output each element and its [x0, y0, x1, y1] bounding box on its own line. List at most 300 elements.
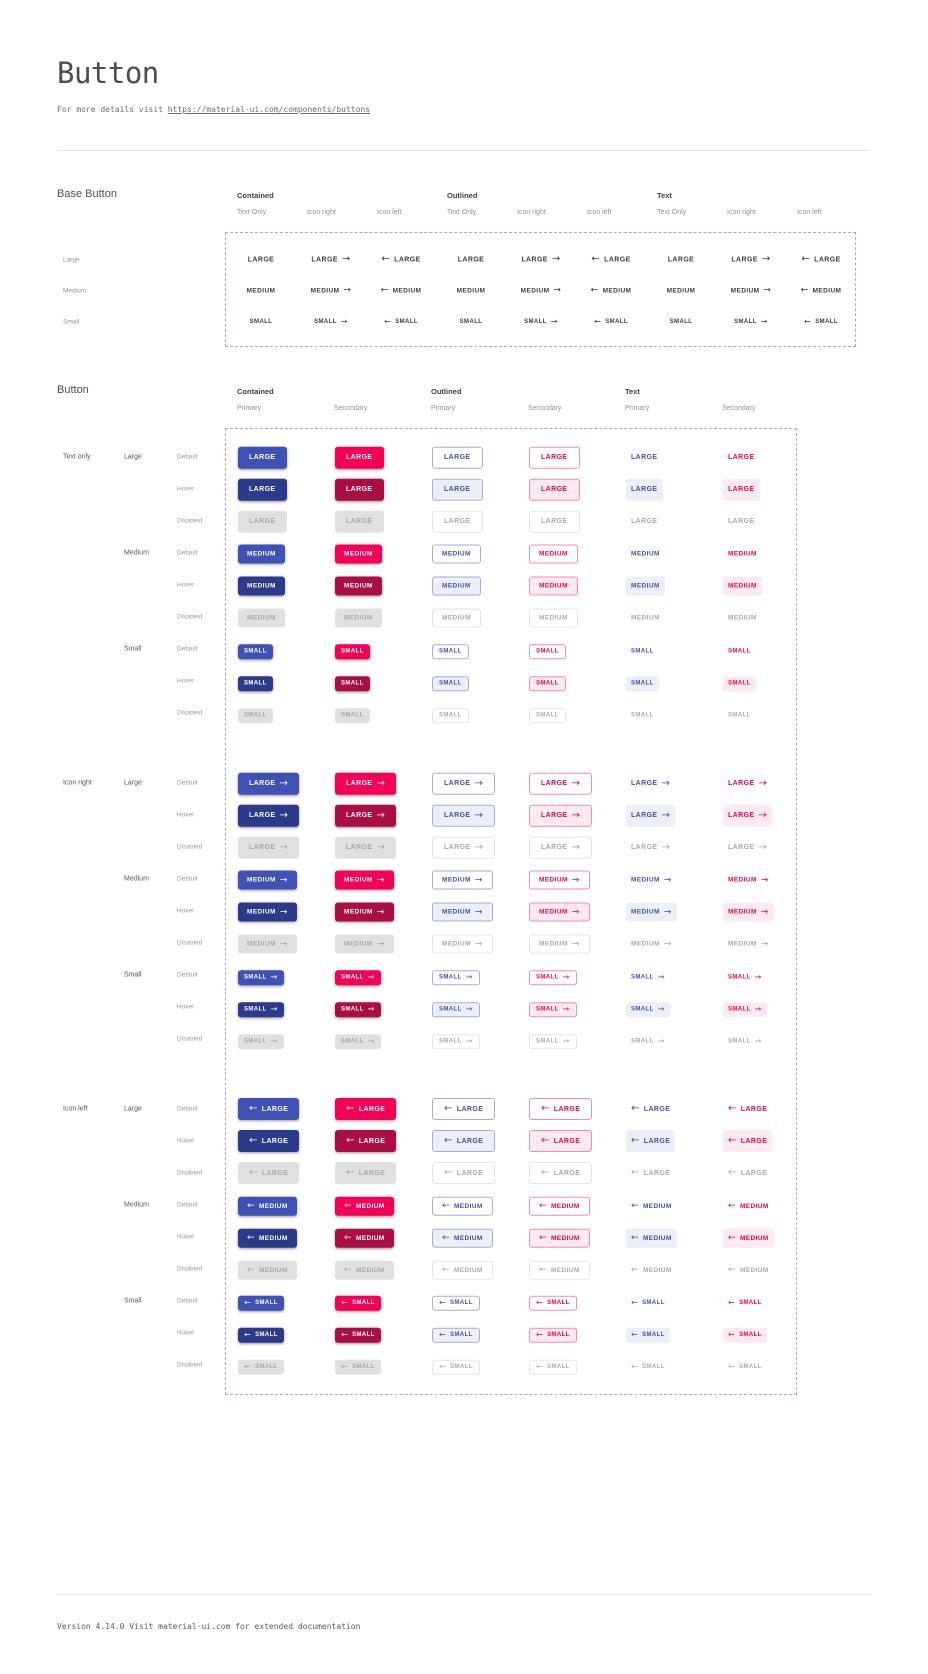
button-row-none-large-disabled [177, 505, 796, 537]
base-button-medium-icon-left[interactable]: ← MEDIUM [590, 285, 632, 296]
button-label: MEDIUM [631, 614, 660, 622]
outlined-primary-large-hover-button[interactable]: LARGE → [432, 804, 495, 826]
button-label: LARGE [444, 811, 471, 819]
text-secondary-medium-default-button[interactable]: ← MEDIUM [723, 1196, 774, 1215]
contained-primary-small-disabled-button[interactable] [238, 708, 273, 723]
button-cell [238, 1259, 297, 1280]
button-label: SMALL [631, 712, 654, 719]
outlined-secondary-small-default-button[interactable] [529, 644, 566, 659]
outlined-secondary-medium-disabled-button[interactable]: MEDIUM → [529, 935, 590, 954]
button-cell [432, 965, 480, 985]
contained-primary-medium-disabled-button[interactable]: ← MEDIUM [238, 1260, 297, 1279]
outlined-primary-large-default-button[interactable] [432, 446, 483, 468]
text-primary-small-hover-button[interactable]: ← SMALL [626, 1327, 670, 1342]
outlined-secondary-small-hover-button[interactable] [529, 676, 566, 691]
contained-secondary-large-disabled-button[interactable]: LARGE → [335, 836, 396, 858]
outlined-primary-large-disabled-button[interactable]: LARGE → [432, 836, 495, 858]
outlined-secondary-large-hover-button[interactable]: ← LARGE [529, 1130, 592, 1152]
state-label: Disabled [177, 1035, 203, 1043]
text-primary-large-hover-button[interactable] [626, 478, 663, 500]
text-primary-large-default-button[interactable]: ← LARGE [626, 1098, 675, 1120]
button-cell [529, 639, 566, 659]
button-cell [626, 1356, 670, 1375]
text-primary-medium-hover-button[interactable]: ← MEDIUM [626, 1228, 677, 1247]
button-label: LARGE [444, 485, 471, 493]
button-label: SMALL [631, 648, 654, 655]
text-primary-small-disabled-button[interactable]: SMALL → [626, 1034, 670, 1049]
base-button-small-icon-right[interactable]: SMALL → [524, 316, 558, 326]
text-primary-small-disabled-button[interactable] [626, 708, 659, 723]
contained-primary-small-hover-button[interactable]: SMALL → [238, 1002, 284, 1017]
button-row-right-medium-disabled [177, 927, 796, 959]
outlined-primary-small-default-button[interactable]: ← SMALL [432, 1295, 480, 1310]
button-label: LARGE [444, 779, 471, 787]
button-cell [626, 933, 677, 954]
base-button-cell [226, 319, 296, 325]
base-button-small-text-only[interactable] [670, 319, 693, 325]
text-primary-large-default-button[interactable] [626, 446, 663, 468]
text-secondary-small-hover-button[interactable]: SMALL → [723, 1002, 767, 1017]
contained-secondary-medium-disabled-button[interactable]: ← MEDIUM [335, 1260, 394, 1279]
contained-secondary-medium-disabled-button[interactable] [335, 609, 382, 628]
outlined-secondary-large-default-button[interactable]: ← LARGE [529, 1098, 592, 1120]
text-secondary-medium-default-button[interactable] [723, 545, 762, 564]
contained-secondary-medium-hover-button[interactable]: MEDIUM → [335, 903, 394, 922]
outlined-primary-medium-hover-button[interactable] [432, 577, 481, 596]
button-cell [626, 1098, 675, 1120]
text-primary-medium-disabled-button[interactable]: ← MEDIUM [626, 1260, 677, 1279]
text-secondary-medium-disabled-button[interactable]: ← MEDIUM [723, 1260, 774, 1279]
base-button-small-icon-right[interactable]: SMALL → [314, 316, 348, 326]
base-button-subheader [0, 200, 928, 220]
button-row-right-medium-hover [177, 895, 796, 927]
contained-primary-small-hover-button[interactable]: ← SMALL [238, 1327, 284, 1342]
button-cell [238, 772, 299, 795]
contained-primary-medium-hover-button[interactable] [238, 577, 285, 596]
outlined-primary-large-hover-button[interactable]: ← LARGE [432, 1130, 495, 1152]
button-label: SMALL [739, 1299, 762, 1306]
text-secondary-large-default-button[interactable]: ← LARGE [723, 1098, 772, 1120]
button-label: LARGE [643, 1137, 671, 1145]
outlined-primary-small-hover-button[interactable]: ← SMALL [432, 1327, 480, 1342]
base-size-label: Small [63, 318, 80, 325]
button-row-right-small-disabled [177, 1023, 796, 1055]
outlined-secondary-medium-hover-button[interactable] [529, 577, 578, 596]
base-button-cell [366, 287, 436, 294]
contained-secondary-large-default-button[interactable]: LARGE → [335, 772, 396, 794]
button-label: MEDIUM [344, 614, 373, 622]
button-label: SMALL [395, 318, 418, 325]
outlined-secondary-small-default-button[interactable]: SMALL → [529, 970, 577, 985]
contained-secondary-medium-default-button[interactable] [335, 545, 382, 564]
outlined-primary-small-disabled-button[interactable]: SMALL → [432, 1034, 480, 1049]
button-cell [723, 1227, 774, 1248]
contained-secondary-small-default-button[interactable]: SMALL → [335, 970, 381, 985]
outlined-secondary-medium-default-button[interactable] [529, 545, 578, 564]
button-frame [63, 428, 797, 1395]
outlined-primary-small-hover-button[interactable] [432, 676, 469, 691]
contained-secondary-medium-hover-button[interactable]: ← MEDIUM [335, 1228, 394, 1247]
base-button-medium-icon-right[interactable]: MEDIUM → [730, 285, 772, 296]
button-cell [238, 671, 273, 691]
contained-primary-medium-hover-button[interactable]: ← MEDIUM [238, 1228, 297, 1247]
button-cell [335, 446, 384, 469]
outlined-secondary-medium-default-button[interactable]: MEDIUM → [529, 871, 590, 890]
button-label: LARGE [740, 1105, 768, 1113]
outlined-secondary-large-default-button[interactable]: LARGE → [529, 772, 592, 794]
button-label: SMALL [341, 680, 364, 687]
base-button-small-icon-left[interactable]: ← SMALL [594, 316, 628, 326]
button-column-label: Primary [431, 405, 456, 412]
text-primary-medium-disabled-button[interactable] [626, 609, 665, 628]
text-secondary-large-disabled-button[interactable]: ← LARGE [723, 1162, 772, 1184]
button-cell [529, 772, 592, 795]
button-label: SMALL [547, 1331, 570, 1338]
contained-secondary-medium-disabled-button[interactable]: MEDIUM → [335, 935, 394, 954]
text-secondary-small-hover-button[interactable] [723, 676, 756, 691]
button-label: MEDIUM [344, 582, 373, 590]
button-cell [432, 1098, 495, 1120]
button-row-none-small-hover [177, 665, 796, 697]
contained-primary-large-hover-button[interactable]: LARGE → [238, 804, 299, 826]
contained-secondary-medium-hover-button[interactable] [335, 577, 382, 596]
base-button-medium-text-only[interactable] [457, 287, 486, 294]
contained-primary-small-default-button[interactable]: SMALL → [238, 970, 284, 985]
outlined-secondary-large-default-button[interactable] [529, 446, 580, 468]
contained-primary-large-default-button[interactable] [238, 446, 287, 468]
button-cell [238, 607, 285, 628]
text-secondary-medium-default-button[interactable]: MEDIUM → [723, 871, 774, 890]
base-button-cell [576, 287, 646, 294]
base-button-large-text-only[interactable] [248, 256, 275, 263]
button-row-left-medium-default [124, 1189, 796, 1221]
contained-primary-large-disabled-button[interactable]: LARGE → [238, 836, 299, 858]
button-cell [626, 869, 677, 890]
button-label: SMALL [255, 1363, 278, 1370]
contained-secondary-large-default-button[interactable] [335, 446, 384, 468]
contained-secondary-small-default-button[interactable]: ← SMALL [335, 1295, 381, 1310]
text-primary-medium-default-button[interactable] [626, 545, 665, 564]
text-primary-small-hover-button[interactable] [626, 676, 659, 691]
base-button-medium-text-only[interactable] [667, 287, 696, 294]
button-subheader [0, 396, 928, 416]
base-button-cell [436, 287, 506, 294]
base-button-small-icon-left[interactable]: ← SMALL [384, 316, 418, 326]
base-button-medium-icon-left[interactable]: ← MEDIUM [380, 285, 422, 296]
button-label: MEDIUM [728, 940, 757, 948]
button-row-right-small-default [124, 959, 796, 991]
outlined-secondary-small-disabled-button[interactable]: SMALL → [529, 1034, 577, 1049]
button-label: MEDIUM [631, 582, 660, 590]
button-cell [335, 607, 382, 628]
base-button-medium-text-only[interactable] [247, 287, 276, 294]
text-primary-medium-hover-button[interactable]: MEDIUM → [626, 903, 677, 922]
outlined-secondary-small-hover-button[interactable]: ← SMALL [529, 1327, 577, 1342]
contained-secondary-small-hover-button[interactable]: SMALL → [335, 1002, 381, 1017]
button-label: MEDIUM [739, 1266, 769, 1274]
outlined-secondary-medium-disabled-button[interactable] [529, 609, 578, 628]
base-button-medium-icon-right[interactable]: MEDIUM → [310, 285, 352, 296]
text-secondary-large-hover-button[interactable] [723, 478, 760, 500]
base-button-header [0, 184, 928, 200]
button-label: LARGE [358, 1105, 386, 1113]
button-label: LARGE [728, 811, 755, 819]
contained-secondary-medium-default-button[interactable]: ← MEDIUM [335, 1196, 394, 1215]
text-secondary-small-default-button[interactable]: ← SMALL [723, 1295, 767, 1310]
button-cell [238, 1356, 284, 1375]
base-button-cell [786, 287, 856, 294]
button-label: LARGE [311, 256, 338, 263]
button-label: SMALL [728, 648, 751, 655]
text-secondary-medium-disabled-button[interactable] [723, 609, 762, 628]
button-label: LARGE [604, 256, 631, 263]
outlined-primary-medium-default-button[interactable]: MEDIUM → [432, 871, 493, 890]
button-label: LARGE [346, 811, 373, 819]
outlined-secondary-large-disabled-button[interactable]: LARGE → [529, 836, 592, 858]
contained-secondary-large-disabled-button[interactable] [335, 510, 384, 532]
base-button-cell [576, 253, 646, 265]
text-secondary-small-default-button[interactable] [723, 644, 756, 659]
base-button-small-icon-right[interactable]: SMALL → [734, 316, 768, 326]
outlined-secondary-small-hover-button[interactable]: SMALL → [529, 1002, 577, 1017]
outlined-secondary-medium-disabled-button[interactable]: ← MEDIUM [529, 1260, 590, 1279]
button-label: LARGE [731, 256, 758, 263]
contained-primary-large-hover-button[interactable]: ← LARGE [238, 1130, 299, 1152]
base-button-large-text-only[interactable] [458, 256, 485, 263]
text-primary-small-disabled-button[interactable]: ← SMALL [626, 1359, 670, 1374]
text-primary-small-default-button[interactable]: ← SMALL [626, 1295, 670, 1310]
button-label: MEDIUM [520, 287, 550, 294]
text-primary-large-disabled-button[interactable]: ← LARGE [626, 1162, 675, 1184]
base-button-section [0, 184, 928, 347]
base-button-small-text-only[interactable] [460, 319, 483, 325]
base-button-cell [296, 253, 366, 265]
base-button-small-text-only[interactable] [250, 319, 273, 325]
base-button-large-icon-left[interactable]: ← LARGE [591, 253, 631, 265]
text-primary-medium-hover-button[interactable] [626, 577, 665, 596]
text-secondary-large-disabled-button[interactable]: LARGE → [723, 836, 772, 858]
text-secondary-medium-hover-button[interactable]: MEDIUM → [723, 903, 774, 922]
button-cell [238, 933, 297, 954]
outlined-secondary-small-default-button[interactable]: ← SMALL [529, 1295, 577, 1310]
size-label: Large [124, 779, 142, 787]
contained-secondary-large-hover-button[interactable]: LARGE → [335, 804, 396, 826]
contained-primary-large-default-button[interactable]: ← LARGE [238, 1098, 299, 1120]
contained-secondary-small-disabled-button[interactable]: SMALL → [335, 1034, 381, 1049]
text-secondary-small-default-button[interactable]: SMALL → [723, 970, 767, 985]
button-cell [238, 836, 299, 859]
text-primary-large-disabled-button[interactable]: LARGE → [626, 836, 675, 858]
text-primary-medium-default-button[interactable]: MEDIUM → [626, 871, 677, 890]
base-button-large-text-only[interactable] [668, 256, 695, 263]
text-primary-large-hover-button[interactable]: LARGE → [626, 804, 675, 826]
text-primary-large-hover-button[interactable]: ← LARGE [626, 1130, 675, 1152]
base-button-large-icon-right[interactable]: LARGE → [521, 253, 561, 265]
contained-primary-large-disabled-button[interactable] [238, 510, 287, 532]
base-button-medium-icon-left[interactable]: ← MEDIUM [800, 285, 842, 296]
button-label: SMALL [341, 1006, 364, 1013]
text-primary-medium-disabled-button[interactable]: MEDIUM → [626, 935, 677, 954]
contained-primary-medium-disabled-button[interactable]: MEDIUM → [238, 935, 297, 954]
contained-secondary-large-disabled-button[interactable]: ← LARGE [335, 1162, 396, 1184]
contained-primary-large-default-button[interactable]: LARGE → [238, 772, 299, 794]
base-button-large-icon-right[interactable]: LARGE → [731, 253, 771, 265]
outlined-secondary-large-disabled-button[interactable] [529, 510, 580, 532]
base-button-small-icon-left[interactable]: ← SMALL [804, 316, 838, 326]
outlined-primary-medium-hover-button[interactable]: ← MEDIUM [432, 1228, 493, 1247]
outlined-secondary-small-disabled-button[interactable] [529, 708, 566, 723]
outlined-primary-medium-disabled-button[interactable] [432, 609, 481, 628]
button-label: MEDIUM [642, 1202, 672, 1210]
contained-secondary-small-disabled-button[interactable]: ← SMALL [335, 1359, 381, 1374]
button-cell [432, 804, 495, 827]
button-cell [432, 607, 481, 628]
button-label: MEDIUM [456, 287, 486, 294]
outlined-secondary-small-disabled-button[interactable]: ← SMALL [529, 1359, 577, 1374]
outlined-primary-small-default-button[interactable]: SMALL → [432, 970, 480, 985]
contained-secondary-small-disabled-button[interactable] [335, 708, 370, 723]
base-column-label: Text Only [237, 209, 267, 216]
button-cell [335, 997, 381, 1017]
outlined-primary-small-disabled-button[interactable] [432, 708, 469, 723]
text-secondary-small-disabled-button[interactable] [723, 708, 756, 723]
outlined-primary-large-disabled-button[interactable] [432, 510, 483, 532]
outlined-primary-large-default-button[interactable]: ← LARGE [432, 1098, 495, 1120]
outlined-primary-large-disabled-button[interactable]: ← LARGE [432, 1162, 495, 1184]
top-divider [57, 150, 869, 151]
base-button-large-icon-right[interactable]: LARGE → [311, 253, 351, 265]
outlined-primary-small-hover-button[interactable]: SMALL → [432, 1002, 480, 1017]
contained-primary-small-disabled-button[interactable]: ← SMALL [238, 1359, 284, 1374]
contained-secondary-medium-default-button[interactable]: MEDIUM → [335, 871, 394, 890]
button-label: LARGE [346, 843, 373, 851]
text-primary-small-default-button[interactable]: SMALL → [626, 970, 670, 985]
button-label: LARGE [456, 1105, 484, 1113]
button-label: MEDIUM [442, 582, 471, 590]
button-cell [432, 703, 469, 723]
text-secondary-small-hover-button[interactable]: ← SMALL [723, 1327, 767, 1342]
button-cell [335, 639, 370, 659]
state-label: Disabled [177, 613, 203, 621]
button-label: SMALL [314, 318, 337, 325]
outlined-primary-medium-default-button[interactable]: ← MEDIUM [432, 1196, 493, 1215]
contained-primary-large-hover-button[interactable] [238, 478, 287, 500]
button-column-label: Secondary [528, 405, 562, 412]
button-label: LARGE [728, 779, 755, 787]
outlined-secondary-medium-hover-button[interactable]: MEDIUM → [529, 903, 590, 922]
contained-secondary-large-hover-button[interactable] [335, 478, 384, 500]
text-secondary-large-hover-button[interactable]: LARGE → [723, 804, 772, 826]
text-secondary-medium-hover-button[interactable] [723, 577, 762, 596]
contained-primary-small-hover-button[interactable] [238, 676, 273, 691]
button-label: LARGE [249, 811, 276, 819]
text-secondary-small-disabled-button[interactable]: ← SMALL [723, 1359, 767, 1374]
text-secondary-large-hover-button[interactable]: ← LARGE [723, 1130, 772, 1152]
contained-primary-medium-default-button[interactable]: MEDIUM → [238, 871, 297, 890]
text-secondary-medium-hover-button[interactable]: ← MEDIUM [723, 1228, 774, 1247]
button-label: SMALL [439, 974, 462, 981]
button-label: SMALL [536, 974, 559, 981]
text-primary-medium-default-button[interactable]: ← MEDIUM [626, 1196, 677, 1215]
base-group-label-contained: Contained [237, 191, 274, 200]
base-button-medium-icon-right[interactable]: MEDIUM → [520, 285, 562, 296]
button-cell [723, 1029, 767, 1049]
state-label: Default [177, 453, 198, 461]
outlined-primary-small-default-button[interactable] [432, 644, 469, 659]
button-cell [626, 1324, 670, 1343]
button-label: MEDIUM [246, 287, 276, 294]
contained-primary-medium-default-button[interactable] [238, 545, 285, 564]
contained-secondary-small-default-button[interactable] [335, 644, 370, 659]
button-label: LARGE [740, 1169, 768, 1177]
contained-primary-small-default-button[interactable] [238, 644, 273, 659]
contained-primary-small-default-button[interactable]: ← SMALL [238, 1295, 284, 1310]
button-label: SMALL [631, 1006, 654, 1013]
outlined-primary-medium-hover-button[interactable]: MEDIUM → [432, 903, 493, 922]
contained-secondary-small-hover-button[interactable] [335, 676, 370, 691]
state-label: Disabled [177, 939, 203, 947]
text-secondary-small-disabled-button[interactable]: SMALL → [723, 1034, 767, 1049]
contained-primary-medium-default-button[interactable]: ← MEDIUM [238, 1196, 297, 1215]
outlined-primary-large-default-button[interactable]: LARGE → [432, 772, 495, 794]
state-label: Hover [177, 581, 195, 589]
outlined-secondary-large-hover-button[interactable] [529, 478, 580, 500]
base-button-row-small [63, 306, 855, 337]
button-cell [432, 671, 469, 691]
docs-link[interactable]: https://material-ui.com/components/buttons [167, 105, 371, 114]
outlined-primary-small-disabled-button[interactable]: ← SMALL [432, 1359, 480, 1374]
button-cell [238, 543, 285, 564]
base-button-large-icon-left[interactable]: ← LARGE [381, 253, 421, 265]
contained-secondary-small-hover-button[interactable]: ← SMALL [335, 1327, 381, 1342]
text-primary-small-hover-button[interactable]: SMALL → [626, 1002, 670, 1017]
base-button-large-icon-left[interactable]: ← LARGE [801, 253, 841, 265]
outlined-secondary-medium-default-button[interactable]: ← MEDIUM [529, 1196, 590, 1215]
outlined-primary-medium-disabled-button[interactable]: ← MEDIUM [432, 1260, 493, 1279]
text-secondary-large-disabled-button[interactable] [723, 510, 760, 532]
text-primary-large-default-button[interactable]: LARGE → [626, 772, 675, 794]
base-button-cell [576, 316, 646, 326]
contained-secondary-large-default-button[interactable]: ← LARGE [335, 1098, 396, 1120]
text-secondary-medium-disabled-button[interactable]: MEDIUM → [723, 935, 774, 954]
text-secondary-large-default-button[interactable] [723, 446, 760, 468]
contained-primary-medium-disabled-button[interactable] [238, 609, 285, 628]
button-label: SMALL [631, 1038, 654, 1045]
outlined-primary-medium-disabled-button[interactable]: MEDIUM → [432, 935, 493, 954]
button-label: MEDIUM [812, 287, 842, 294]
text-secondary-large-default-button[interactable]: LARGE → [723, 772, 772, 794]
contained-primary-large-disabled-button[interactable]: ← LARGE [238, 1162, 299, 1184]
button-row-left-large-default [63, 1093, 796, 1125]
button-cell [335, 478, 384, 501]
button-cell [626, 965, 670, 985]
button-label: SMALL [341, 1038, 364, 1045]
outlined-secondary-large-disabled-button[interactable]: ← LARGE [529, 1162, 592, 1184]
text-primary-small-default-button[interactable] [626, 644, 659, 659]
outlined-secondary-medium-hover-button[interactable]: ← MEDIUM [529, 1228, 590, 1247]
button-label: SMALL [439, 712, 462, 719]
button-label: MEDIUM [247, 614, 276, 622]
text-primary-large-disabled-button[interactable] [626, 510, 663, 532]
outlined-secondary-large-hover-button[interactable]: LARGE → [529, 804, 592, 826]
outlined-primary-medium-default-button[interactable] [432, 545, 481, 564]
contained-primary-medium-hover-button[interactable]: MEDIUM → [238, 903, 297, 922]
contained-primary-small-disabled-button[interactable]: SMALL → [238, 1034, 284, 1049]
button-label: SMALL [728, 712, 751, 719]
outlined-primary-large-hover-button[interactable] [432, 478, 483, 500]
contained-secondary-large-hover-button[interactable]: ← LARGE [335, 1130, 396, 1152]
button-label: SMALL [547, 1363, 570, 1370]
